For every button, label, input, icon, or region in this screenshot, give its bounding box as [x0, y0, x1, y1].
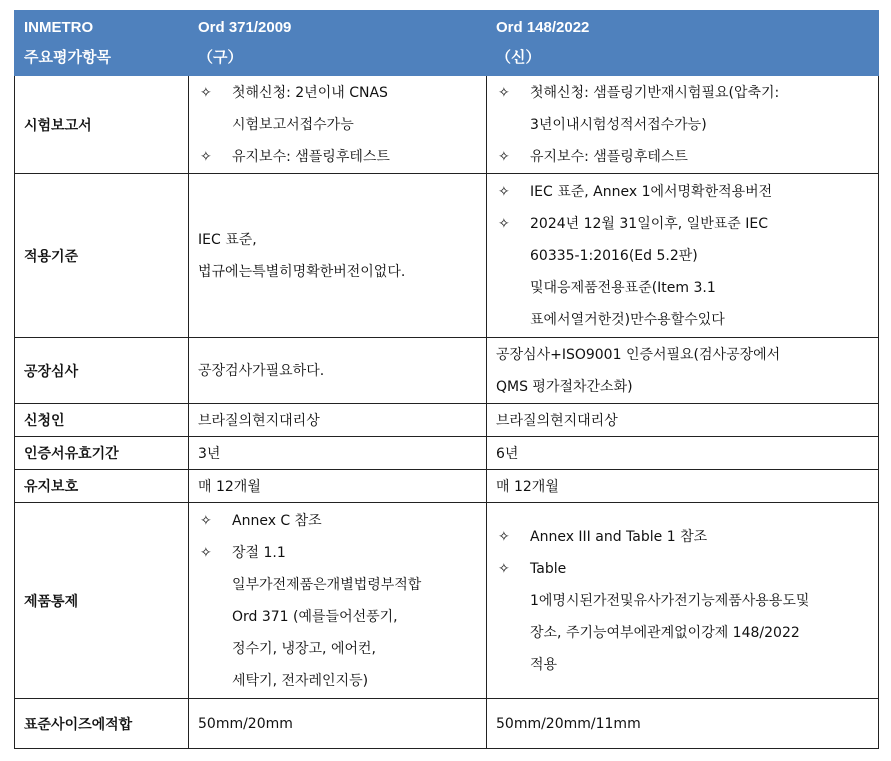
row-applicant — [15, 404, 879, 437]
header-new-ordinance: Ord 148/2022 （신） — [487, 11, 879, 76]
diamond-bullet-icon: ✧ — [498, 560, 510, 577]
old-cell: ✧ 첫해신청: 2년이내 CNAS 시험보고서접수가능 ✧ 유지보수: 샘플링후테스트 — [189, 76, 487, 174]
new-cell: 브라질의현지대리상 — [487, 404, 879, 437]
row-label: 공장심사 — [15, 338, 189, 404]
row-maintenance — [15, 470, 879, 503]
new-cell: ✧ Annex III and Table 1 참조 ✧ Table 1에명시된가전및유사가전기능제품사용용도및 장소, 주기능여부에관계없이강제 148/2022 적용 — [487, 503, 879, 699]
old-cell: 매 12개월 — [189, 470, 487, 503]
row-product-control — [15, 503, 879, 699]
old-cell: ✧ Annex C 참조 ✧ 장절 1.1 일부가전제품은개별법령부적합 Ord 371 (예를들어선풍기, 정수기, 냉장고, 에어컨, 세탁기, 전자레인지등) — [189, 503, 487, 699]
row-standard-size — [15, 699, 879, 749]
row-test-report — [15, 76, 879, 174]
header-row — [15, 11, 879, 76]
row-certificate-validity — [15, 437, 879, 470]
new-cell: 50mm/20mm/11mm — [487, 699, 879, 749]
row-label: 유지보호 — [15, 470, 189, 503]
row-label: 시험보고서 — [15, 76, 189, 174]
diamond-bullet-icon: ✧ — [498, 528, 510, 545]
row-label: 인증서유효기간 — [15, 437, 189, 470]
diamond-bullet-icon: ✧ — [200, 84, 212, 101]
new-cell: ✧ IEC 표준, Annex 1에서명확한적용버전 ✧ 2024년 12월 31일이후, 일반표준 IEC 60335-1:2016(Ed 5.2판) 및대응제품전용표준(Item 3.1 표에서열거한것)만수용할수있다 — [487, 174, 879, 338]
old-cell: 공장검사가필요하다. — [189, 338, 487, 404]
header-criteria: INMETRO 주요평가항목 — [15, 11, 189, 76]
new-cell: 6년 — [487, 437, 879, 470]
header-old-ordinance: Ord 371/2009 （구） — [189, 11, 487, 76]
old-cell: 브라질의현지대리상 — [189, 404, 487, 437]
row-label: 적용기준 — [15, 174, 189, 338]
row-standard — [15, 174, 879, 338]
row-label: 신청인 — [15, 404, 189, 437]
comparison-table — [14, 10, 879, 749]
diamond-bullet-icon: ✧ — [498, 84, 510, 101]
old-cell: 50mm/20mm — [189, 699, 487, 749]
diamond-bullet-icon: ✧ — [498, 215, 510, 232]
old-cell: 3년 — [189, 437, 487, 470]
row-label: 제품통제 — [15, 503, 189, 699]
new-cell: 매 12개월 — [487, 470, 879, 503]
diamond-bullet-icon: ✧ — [200, 544, 212, 561]
diamond-bullet-icon: ✧ — [498, 183, 510, 200]
row-factory-audit — [15, 338, 879, 404]
old-cell: IEC 표준, 법규에는특별히명확한버전이없다. — [189, 174, 487, 338]
new-cell: 공장심사+ISO9001 인증서필요(검사공장에서 QMS 평가절차간소화) — [487, 338, 879, 404]
diamond-bullet-icon: ✧ — [498, 148, 510, 165]
row-label: 표준사이즈에적합 — [15, 699, 189, 749]
diamond-bullet-icon: ✧ — [200, 148, 212, 165]
new-cell: ✧ 첫해신청: 샘플링기반재시험필요(압축기: 3년이내시험성적서접수가능) ✧ 유지보수: 샘플링후테스트 — [487, 76, 879, 174]
diamond-bullet-icon: ✧ — [200, 512, 212, 529]
